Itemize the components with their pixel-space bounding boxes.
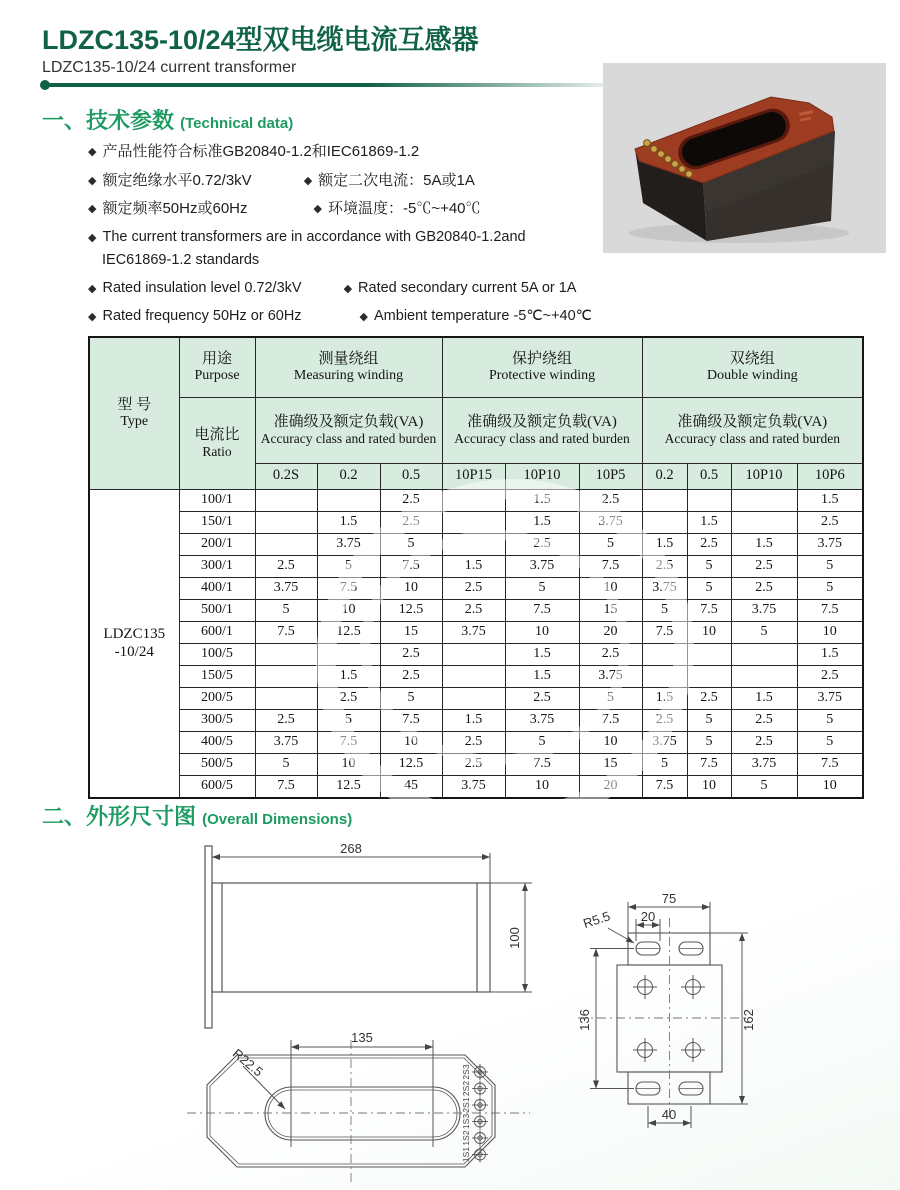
- burden-value-cell: 7.5: [317, 577, 380, 599]
- bullet-insulation-en: Rated insulation level 0.72/3kV: [102, 280, 302, 297]
- top-view-drawing: [185, 1022, 545, 1190]
- type-header-cell: [89, 337, 179, 489]
- burden-value-cell: [317, 489, 380, 511]
- ratio-header-cell: 电流比 Ratio: [179, 397, 255, 489]
- burden-value-cell: 5: [731, 775, 797, 798]
- ratio-cell: 100/1: [179, 489, 255, 511]
- burden-value-cell: 7.5: [505, 753, 579, 775]
- burden-value-cell: 1.5: [642, 533, 687, 555]
- tech-data-list: [88, 142, 648, 335]
- burden-value-cell: [642, 511, 687, 533]
- top-foot: [628, 933, 710, 965]
- burden-value-cell: 5: [317, 555, 380, 577]
- burden-value-cell: 2.5: [687, 687, 731, 709]
- burden-value-cell: 7.5: [579, 555, 642, 577]
- cable-slot-outer: [265, 1087, 460, 1140]
- terminal-icon: [472, 1097, 488, 1113]
- burden-value-cell: 15: [579, 753, 642, 775]
- burden-value-cell: 10: [687, 775, 731, 798]
- burden-value-cell: 1.5: [731, 533, 797, 555]
- burden-value-cell: 5: [255, 753, 317, 775]
- double-winding-header: 双绕组 Double winding: [642, 337, 863, 397]
- ratio-cell: 200/5: [179, 687, 255, 709]
- burden-value-cell: [642, 489, 687, 511]
- burden-value-cell: [255, 643, 317, 665]
- burden-value-cell: 12.5: [317, 621, 380, 643]
- ratio-cell: 150/5: [179, 665, 255, 687]
- burden-value-cell: 3.75: [731, 753, 797, 775]
- ratio-cell: 300/5: [179, 709, 255, 731]
- accuracy-header-double: 准确级及额定负载(VA) Accuracy class and rated burden: [642, 397, 863, 463]
- burden-value-cell: 2.5: [797, 665, 863, 687]
- terminal-icon: [472, 1130, 488, 1146]
- ratio-cell: 300/1: [179, 555, 255, 577]
- burden-value-cell: 20: [579, 775, 642, 798]
- burden-value-cell: [687, 489, 731, 511]
- ratio-cell: 100/5: [179, 643, 255, 665]
- terminal-label: 1S1: [461, 1146, 471, 1163]
- burden-value-cell: 2.5: [687, 533, 731, 555]
- burden-value-cell: 5: [505, 731, 579, 753]
- class-col: 10P5: [579, 463, 642, 489]
- burden-value-cell: 10: [380, 577, 442, 599]
- class-col: 0.2S: [255, 463, 317, 489]
- mounting-flange: [205, 846, 212, 1028]
- burden-value-cell: 10: [687, 621, 731, 643]
- burden-value-cell: 5: [380, 533, 442, 555]
- table-row: [89, 753, 863, 775]
- burden-value-cell: 1.5: [505, 665, 579, 687]
- header-rule: [42, 83, 634, 87]
- diamond-bullet-icon: ◆: [88, 231, 97, 244]
- burden-value-cell: 7.5: [505, 599, 579, 621]
- burden-value-cell: 2.5: [317, 687, 380, 709]
- section2-heading: [42, 800, 352, 831]
- burden-value-cell: 1.5: [442, 709, 505, 731]
- ratio-cell: 150/1: [179, 511, 255, 533]
- burden-value-cell: 7.5: [255, 621, 317, 643]
- burden-value-cell: [442, 511, 505, 533]
- burden-value-cell: 7.5: [255, 775, 317, 798]
- bullet-standard-en: The current transformers are in accordance with GB20840-1.2and: [102, 228, 526, 245]
- burden-value-cell: 5: [380, 687, 442, 709]
- table-row: [89, 709, 863, 731]
- spec-table-wrap: [88, 336, 864, 799]
- burden-value-cell: 1.5: [642, 687, 687, 709]
- terminal-holes: [633, 975, 705, 1062]
- burden-value-cell: 5: [642, 753, 687, 775]
- burden-value-cell: 3.75: [579, 511, 642, 533]
- terminal-icon: [472, 1147, 488, 1163]
- terminal-icon: [472, 1064, 488, 1080]
- burden-value-cell: 3.75: [797, 687, 863, 709]
- class-col: 10P10: [731, 463, 797, 489]
- section1-heading-cn: 一、技术参数: [42, 108, 175, 133]
- page-subtitle: LDZC135-10/24 current transformer: [42, 59, 297, 76]
- section1-heading-en: (Technical data): [180, 115, 294, 132]
- terminal-label: 2S1: [461, 1097, 471, 1113]
- type-header-cn: 型 号: [117, 396, 152, 413]
- table-row: [89, 555, 863, 577]
- burden-value-cell: 10: [380, 731, 442, 753]
- table-row: [89, 577, 863, 599]
- burden-value-cell: 1.5: [731, 687, 797, 709]
- table-row: [89, 775, 863, 798]
- diamond-bullet-icon: ◆: [88, 146, 97, 158]
- burden-value-cell: 3.75: [317, 533, 380, 555]
- burden-value-cell: 12.5: [380, 753, 442, 775]
- burden-value-cell: 7.5: [642, 621, 687, 643]
- burden-value-cell: [687, 665, 731, 687]
- burden-value-cell: 5: [505, 577, 579, 599]
- top-width-label: 75: [661, 891, 677, 906]
- burden-value-cell: 1.5: [687, 511, 731, 533]
- bullet-secondary-cn: 额定二次电流：5A或1A: [318, 171, 475, 189]
- burden-value-cell: 10: [317, 753, 380, 775]
- burden-value-cell: 2.5: [505, 533, 579, 555]
- burden-value-cell: [255, 665, 317, 687]
- section2-heading-en: (Overall Dimensions): [202, 811, 353, 828]
- diamond-bullet-icon: ◆: [88, 203, 97, 215]
- burden-value-cell: [442, 665, 505, 687]
- table-row: [89, 489, 863, 511]
- table-row: [89, 511, 863, 533]
- burden-value-cell: 5: [579, 687, 642, 709]
- burden-value-cell: 15: [380, 621, 442, 643]
- burden-value-cell: [731, 643, 797, 665]
- burden-value-cell: 7.5: [317, 731, 380, 753]
- burden-value-cell: [687, 643, 731, 665]
- burden-value-cell: 5: [317, 709, 380, 731]
- page-header: [42, 18, 682, 87]
- slot-width-label: 135: [351, 1030, 373, 1045]
- terminal-icon: [472, 1114, 488, 1130]
- type-value-cell: LDZC135 -10/24: [89, 489, 179, 798]
- burden-value-cell: 5: [687, 731, 731, 753]
- bullet-standard-en-2: IEC61869-1.2 standards: [102, 252, 260, 269]
- burden-value-cell: 3.75: [579, 665, 642, 687]
- burden-value-cell: 2.5: [255, 555, 317, 577]
- burden-value-cell: 1.5: [505, 511, 579, 533]
- burden-value-cell: [317, 643, 380, 665]
- diamond-bullet-icon: ◆: [343, 283, 353, 296]
- burden-value-cell: 5: [687, 709, 731, 731]
- burden-value-cell: 1.5: [317, 665, 380, 687]
- table-row: [89, 621, 863, 643]
- burden-value-cell: 2.5: [380, 643, 442, 665]
- burden-value-cell: 3.75: [505, 555, 579, 577]
- burden-value-cell: 2.5: [380, 489, 442, 511]
- burden-value-cell: 3.75: [642, 577, 687, 599]
- burden-value-cell: [731, 489, 797, 511]
- ratio-cell: 200/1: [179, 533, 255, 555]
- burden-value-cell: 5: [797, 731, 863, 753]
- ratio-cell: 600/1: [179, 621, 255, 643]
- burden-value-cell: 1.5: [317, 511, 380, 533]
- burden-value-cell: 7.5: [797, 753, 863, 775]
- class-col: 10P6: [797, 463, 863, 489]
- table-header-row-2: [89, 397, 863, 463]
- slot-width-dim-label: 20: [640, 909, 656, 924]
- burden-value-cell: 3.75: [255, 731, 317, 753]
- cable-slot-inner: [268, 1090, 457, 1137]
- slot-radius-dim-label: R5.5: [581, 908, 612, 932]
- burden-value-cell: 2.5: [380, 511, 442, 533]
- burden-value-cell: 5: [797, 709, 863, 731]
- table-row: [89, 533, 863, 555]
- burden-value-cell: 45: [380, 775, 442, 798]
- burden-value-cell: 3.75: [797, 533, 863, 555]
- burden-value-cell: [442, 533, 505, 555]
- burden-value-cell: 20: [579, 621, 642, 643]
- burden-value-cell: 15: [579, 599, 642, 621]
- measuring-winding-header: 测量绕组 Measuring winding: [255, 337, 442, 397]
- bullet-insulation-cn: 额定绝缘水平0.72/3kV: [102, 171, 252, 189]
- burden-value-cell: 1.5: [505, 489, 579, 511]
- burden-value-cell: 5: [642, 599, 687, 621]
- accuracy-header-measuring: 准确级及额定负载(VA) Accuracy class and rated burden: [255, 397, 442, 463]
- bullet-frequency-cn: 额定频率50Hz或60Hz: [102, 200, 248, 217]
- burden-value-cell: 10: [505, 775, 579, 798]
- burden-value-cell: 7.5: [687, 599, 731, 621]
- diamond-bullet-icon: ◆: [303, 174, 313, 187]
- class-col: 10P10: [505, 463, 579, 489]
- burden-value-cell: 10: [505, 621, 579, 643]
- type-header-en: Type: [120, 413, 149, 429]
- ratio-cell: 500/5: [179, 753, 255, 775]
- terminal-label: 2S3: [461, 1064, 471, 1080]
- burden-value-cell: 7.5: [642, 775, 687, 798]
- burden-value-cell: 2.5: [442, 599, 505, 621]
- class-col: 0.2: [317, 463, 380, 489]
- burden-value-cell: 2.5: [579, 643, 642, 665]
- class-col: 0.5: [687, 463, 731, 489]
- accuracy-header-protective: 准确级及额定负载(VA) Accuracy class and rated burden: [442, 397, 642, 463]
- burden-value-cell: 10: [797, 621, 863, 643]
- front-height-label: 100: [507, 927, 522, 949]
- table-header-row-1: [89, 337, 863, 397]
- diamond-bullet-icon: ◆: [359, 311, 369, 324]
- burden-value-cell: 12.5: [317, 775, 380, 798]
- burden-value-cell: 7.5: [687, 753, 731, 775]
- burden-value-cell: 2.5: [255, 709, 317, 731]
- burden-value-cell: 2.5: [442, 753, 505, 775]
- burden-value-cell: 12.5: [380, 599, 442, 621]
- burden-value-cell: 1.5: [505, 643, 579, 665]
- burden-value-cell: [442, 643, 505, 665]
- burden-value-cell: 2.5: [731, 577, 797, 599]
- diamond-bullet-icon: ◆: [88, 311, 97, 324]
- burden-value-cell: 2.5: [642, 709, 687, 731]
- table-row: [89, 643, 863, 665]
- rule-dot-icon: [40, 80, 50, 90]
- bottom-foot: [628, 1072, 710, 1104]
- burden-value-cell: 10: [797, 775, 863, 798]
- burden-value-cell: [442, 687, 505, 709]
- burden-value-cell: [442, 489, 505, 511]
- burden-value-cell: [255, 489, 317, 511]
- burden-value-cell: 5: [731, 621, 797, 643]
- burden-value-cell: 5: [579, 533, 642, 555]
- burden-value-cell: 10: [579, 577, 642, 599]
- terminal-label: 1S2: [461, 1130, 471, 1146]
- left-height-label: 136: [577, 1009, 592, 1031]
- burden-value-cell: [731, 511, 797, 533]
- terminal-icon: [472, 1081, 488, 1097]
- burden-value-cell: 1.5: [797, 643, 863, 665]
- burden-value-cell: 2.5: [579, 489, 642, 511]
- diamond-bullet-icon: ◆: [88, 283, 97, 296]
- class-col: 0.5: [380, 463, 442, 489]
- burden-value-cell: [255, 511, 317, 533]
- class-col: 0.2: [642, 463, 687, 489]
- side-view-drawing: [570, 880, 900, 1190]
- diamond-bullet-icon: ◆: [313, 203, 322, 215]
- table-row: [89, 687, 863, 709]
- terminal-label: 1S3: [461, 1113, 471, 1130]
- burden-value-cell: 10: [317, 599, 380, 621]
- burden-value-cell: 2.5: [731, 709, 797, 731]
- burden-value-cell: [642, 643, 687, 665]
- burden-value-cell: 3.75: [442, 775, 505, 798]
- ratio-cell: 400/5: [179, 731, 255, 753]
- burden-value-cell: 2.5: [731, 731, 797, 753]
- class-col: 10P15: [442, 463, 505, 489]
- table-row: [89, 665, 863, 687]
- right-height-label: 162: [741, 1009, 756, 1031]
- table-row: [89, 731, 863, 753]
- burden-value-cell: 3.75: [642, 731, 687, 753]
- burden-value-cell: 1.5: [797, 489, 863, 511]
- slot-radius-leader: [608, 928, 634, 943]
- burden-value-cell: 5: [797, 577, 863, 599]
- burden-value-cell: 2.5: [642, 555, 687, 577]
- burden-value-cell: 10: [579, 731, 642, 753]
- bullet-standard-cn: 产品性能符合标准GB20840-1.2和IEC61869-1.2: [102, 143, 420, 160]
- ratio-cell: 500/1: [179, 599, 255, 621]
- burden-value-cell: 3.75: [505, 709, 579, 731]
- burden-value-cell: 2.5: [380, 665, 442, 687]
- bullet-frequency-en: Rated frequency 50Hz or 60Hz: [102, 308, 302, 325]
- table-row: [89, 599, 863, 621]
- burden-value-cell: 2.5: [797, 511, 863, 533]
- burden-value-cell: [255, 687, 317, 709]
- burden-value-cell: 3.75: [731, 599, 797, 621]
- burden-value-cell: 5: [687, 577, 731, 599]
- section1-heading: [42, 104, 293, 135]
- burden-value-cell: 5: [255, 599, 317, 621]
- burden-value-cell: 7.5: [797, 599, 863, 621]
- burden-value-cell: [731, 665, 797, 687]
- front-width-label: 268: [340, 843, 362, 856]
- burden-value-cell: 5: [687, 555, 731, 577]
- burden-value-cell: 2.5: [442, 577, 505, 599]
- spec-table-body: [89, 489, 863, 798]
- section2-heading-cn: 二、外形尺寸图: [42, 804, 197, 829]
- slot-radius-label: R22.5: [229, 1045, 267, 1080]
- burden-value-cell: 2.5: [731, 555, 797, 577]
- page-title: LDZC135-10/24型双电缆电流互感器: [42, 25, 479, 55]
- ratio-cell: 400/1: [179, 577, 255, 599]
- protective-winding-header: 保护绕组 Protective winding: [442, 337, 642, 397]
- terminal-label: 2S2: [461, 1080, 471, 1097]
- diamond-bullet-icon: ◆: [88, 174, 97, 187]
- burden-value-cell: 1.5: [442, 555, 505, 577]
- purpose-header-cell: 用途 Purpose: [179, 337, 255, 397]
- burden-value-cell: 5: [797, 555, 863, 577]
- burden-value-cell: 3.75: [255, 577, 317, 599]
- bullet-ambient-en: Ambient temperature -5℃~+40℃: [374, 308, 592, 325]
- burden-value-cell: 3.75: [442, 621, 505, 643]
- front-view-drawing: [185, 843, 545, 1043]
- bottom-spacing-label: 40: [661, 1107, 677, 1122]
- burden-value-cell: 7.5: [579, 709, 642, 731]
- burden-value-cell: [642, 665, 687, 687]
- burden-value-cell: [255, 533, 317, 555]
- spec-table: [88, 336, 864, 799]
- ratio-cell: 600/5: [179, 775, 255, 798]
- burden-value-cell: 7.5: [380, 709, 442, 731]
- body-outline: [212, 883, 490, 992]
- burden-value-cell: 2.5: [505, 687, 579, 709]
- bullet-secondary-en: Rated secondary current 5A or 1A: [358, 280, 577, 297]
- burden-value-cell: 7.5: [380, 555, 442, 577]
- bullet-ambient-cn: 环境温度：-5℃~+40℃: [327, 200, 481, 217]
- burden-value-cell: 2.5: [442, 731, 505, 753]
